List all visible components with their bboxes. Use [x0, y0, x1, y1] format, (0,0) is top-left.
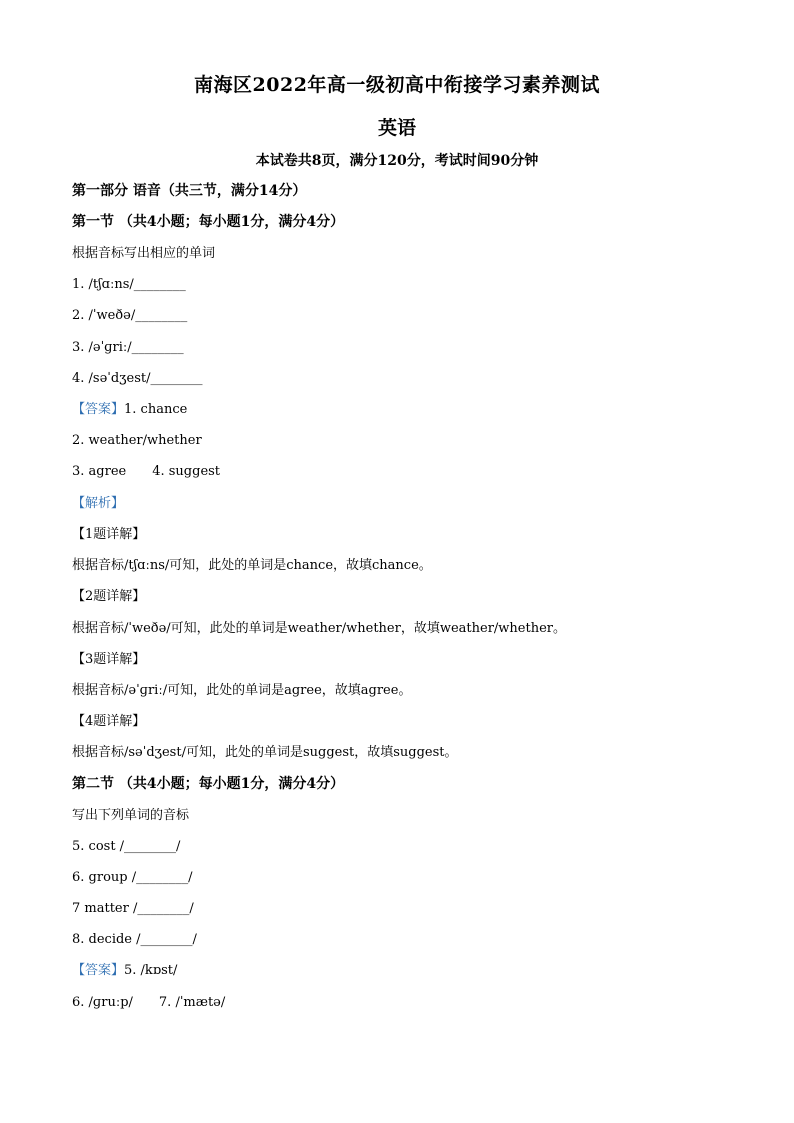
analysis-tag: 【解析】	[72, 496, 125, 511]
question-5: 5. cost /________/	[72, 839, 181, 854]
section1-instruction: 根据音标写出相应的单词	[72, 246, 216, 261]
section1-heading: 第一节 （共4小题；每小题1分，满分4分）	[72, 214, 345, 230]
document-title: 南海区2022年高一级初高中衔接学习素养测试	[194, 74, 600, 96]
detail-4-text: 根据音标/səˈdʒest/可知，此处的单词是suggest，故填suggest。	[72, 745, 458, 760]
answer-3: 3. agree	[72, 464, 127, 479]
detail-3-tag: 【3题详解】	[72, 652, 146, 667]
section2-heading: 第二节 （共4小题；每小题1分，满分4分）	[72, 776, 345, 792]
answer-5: 5. /kɒst/	[124, 963, 178, 978]
detail-3-text: 根据音标/əˈɡriː/可知，此处的单词是agree，故填agree。	[72, 683, 412, 698]
detail-4-tag: 【4题详解】	[72, 714, 146, 729]
question-8: 8. decide /________/	[72, 932, 197, 947]
answer-4: 4. suggest	[152, 464, 221, 479]
answer-line-6-7	[72, 994, 225, 1012]
detail-2-tag: 【2题详解】	[72, 589, 146, 604]
question-4: 4. /səˈdʒest/________	[72, 371, 203, 386]
answer-line-5	[72, 962, 177, 980]
question-1: 1. /tʃɑːns/________	[72, 277, 186, 292]
question-7: 7 matter /________/	[72, 901, 194, 916]
answer-tag-2: 【答案】	[72, 963, 125, 978]
question-6: 6. group /________/	[72, 870, 193, 885]
answer-1: 1. chance	[124, 402, 188, 417]
answer-line-3-4	[72, 463, 220, 481]
exam-info: 本试卷共8页，满分120分，考试时间90分钟	[255, 153, 539, 169]
answer-6: 6. /ɡruːp/	[72, 995, 133, 1010]
section2-instruction: 写出下列单词的音标	[72, 808, 190, 823]
detail-1-text: 根据音标/tʃɑːns/可知，此处的单词是chance，故填chance。	[72, 558, 432, 573]
detail-1-tag: 【1题详解】	[72, 527, 146, 542]
answer-2: 2. weather/whether	[72, 433, 202, 448]
answer-7: 7. /ˈmætə/	[158, 995, 226, 1010]
subject-title: 英语	[377, 117, 416, 139]
answer-tag: 【答案】	[72, 402, 125, 417]
part1-heading: 第一部分 语音（共三节，满分14分）	[72, 183, 307, 199]
answer-line	[72, 401, 187, 419]
detail-2-text: 根据音标/ˈweðə/可知，此处的单词是weather/whether，故填weather/whether。	[72, 621, 566, 636]
question-3: 3. /əˈɡriː/________	[72, 340, 184, 355]
question-2: 2. /ˈweðə/________	[72, 308, 188, 323]
